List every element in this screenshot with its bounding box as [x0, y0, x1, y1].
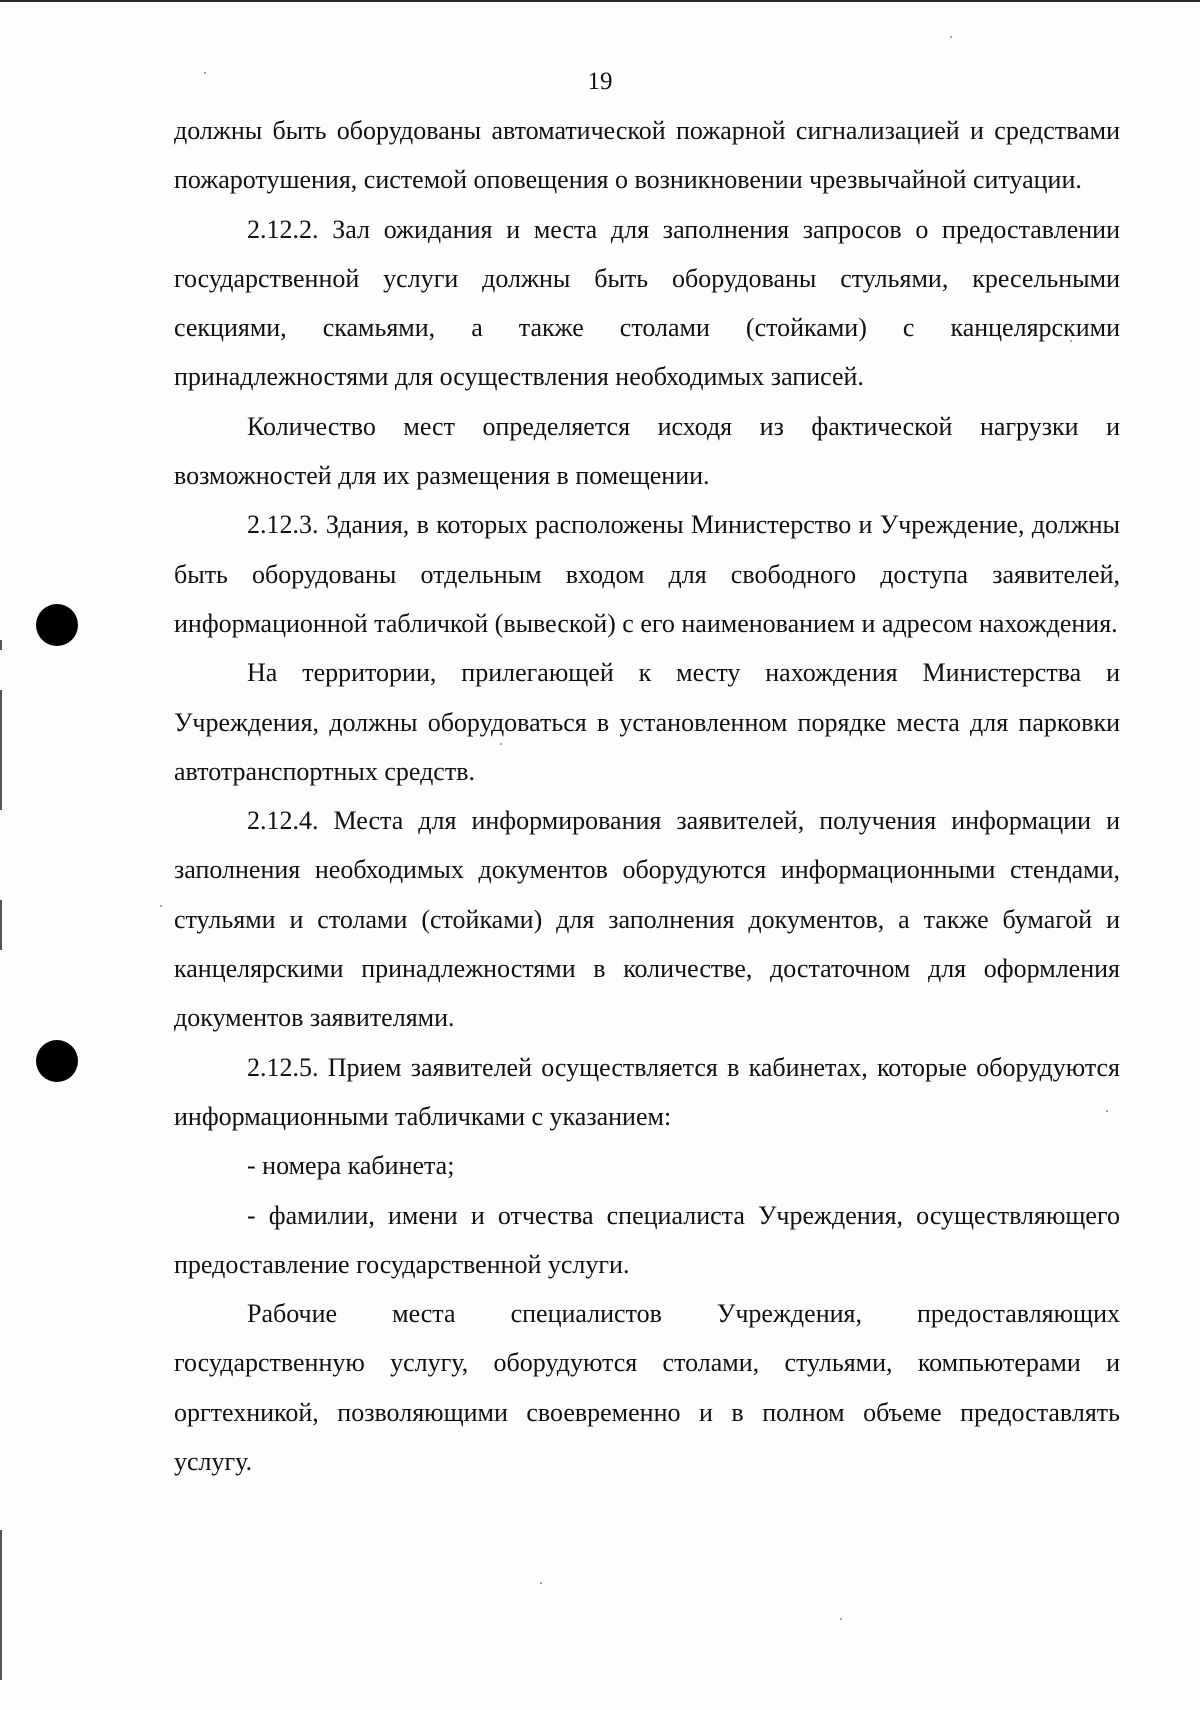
paragraph-2-12-3: 2.12.3. Здания, в которых расположены Министерство и Учреждение, должны быть оборудованы отдельным входом для свободного доступа заявителей, информационной табличкой (вывеской) с его наименованием и адресом нахождения.	[174, 510, 1120, 638]
punch-hole	[36, 604, 78, 646]
paragraph-workplaces: Рабочие места специалистов Учреждения, предоставляющих государственную услугу, оборудуются столами, стульями, компьютерами и оргтехникой, позволяющими своевременно и в полном объеме предоставлять услугу.	[174, 1299, 1120, 1477]
paragraph-2-12-5: 2.12.5. Прием заявителей осуществляется в кабинетах, которые оборудуются информационными табличками с указанием:	[174, 1052, 1120, 1131]
page-number: 19	[587, 68, 613, 95]
scan-margin-mark	[0, 900, 2, 950]
scan-margin-mark	[0, 1530, 2, 1680]
scan-top-border	[0, 0, 1200, 2]
paragraph-2-12-4: 2.12.4. Места для информирования заявителей, получения информации и заполнения необходимых документов оборудуются информационными стендами, стульями и столами (стойками) для заполнения документов, а также бумагой и канцелярскими принадлежностями в количестве, достаточном для оформления документов заявителями.	[174, 806, 1120, 1033]
list-item-specialist-name: - фамилии, имени и отчества специалиста Учреждения, осуществляющего предоставление государственной услуги.	[174, 1200, 1120, 1279]
document-body	[174, 106, 1120, 1486]
scan-margin-mark	[0, 690, 2, 810]
paragraph-alarm: должны быть оборудованы автоматической пожарной сигнализацией и средствами пожаротушения, системой оповещения о возникновении чрезвычайной ситуации.	[174, 116, 1120, 195]
scan-speck	[540, 1582, 542, 1584]
paragraph-2-12-2: 2.12.2. Зал ожидания и места для заполнения запросов о предоставлении государственной услуги должны быть оборудованы стульями, кресельными секциями, скамьями, а также столами (стойками) с канцелярскими принадлежностями для осуществления необходимых записей.	[174, 214, 1120, 392]
scan-margin-mark	[0, 640, 2, 650]
scan-speck	[160, 905, 162, 907]
scan-speck	[840, 1618, 842, 1620]
punch-hole	[36, 1040, 78, 1082]
paragraph-parking: На территории, прилегающей к месту нахождения Министерства и Учреждения, должны оборудоваться в установленном порядке места для парковки автотранспортных средств.	[174, 658, 1120, 786]
list-item-room-number: - номера кабинета;	[247, 1151, 455, 1181]
scan-speck	[950, 36, 952, 38]
paragraph-seat-count: Количество мест определяется исходя из фактической нагрузки и возможностей для их размещения в помещении.	[174, 411, 1120, 491]
